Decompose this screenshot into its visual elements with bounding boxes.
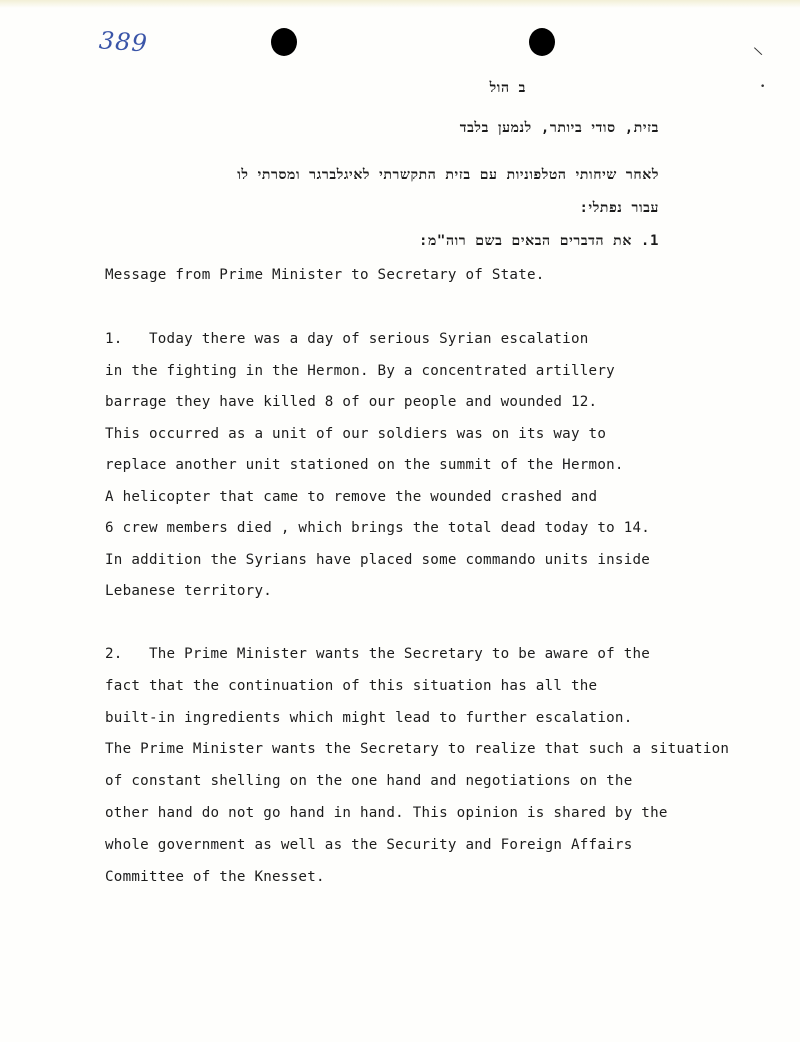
para1-line: 6 crew members died , which brings the total dead today to 14. bbox=[105, 520, 651, 536]
para2-line: The Prime Minister wants the Secretary to realize that such a situation bbox=[105, 741, 730, 757]
punch-hole-right bbox=[529, 28, 555, 56]
para1-line: barrage they have killed 8 of our people and wounded 12. bbox=[105, 394, 598, 410]
para2-line: whole government as well as the Security and Foreign Affairs bbox=[105, 837, 633, 853]
handwritten-page-number: 389 bbox=[98, 26, 149, 58]
para1-line: in the fighting in the Hermon. By a concentrated artillery bbox=[105, 362, 615, 379]
para2-line: of constant shelling on the one hand and negotiations on the bbox=[105, 773, 633, 789]
hebrew-item-1: 1. את הדברים הבאים בשם רוה"מ: bbox=[418, 233, 659, 249]
para1-line: Lebanese territory. bbox=[105, 583, 273, 599]
edge-tick-mark: \ bbox=[752, 43, 764, 59]
message-title: Message from Prime Minister to Secretary of State. bbox=[105, 267, 545, 283]
paper-edge bbox=[0, 0, 800, 8]
para2-line: built-in ingredients which might lead to further escalation. bbox=[105, 709, 633, 726]
hebrew-header: ב הול bbox=[489, 80, 526, 96]
para2-line: 2. The Prime Minister wants the Secretary to be aware of the bbox=[105, 646, 651, 662]
para2-line: other hand do not go hand in hand. This opinion is shared by the bbox=[105, 805, 668, 821]
para1-line: In addition the Syrians have placed some commando units inside bbox=[105, 551, 651, 568]
para1-line: 1. Today there was a day of serious Syrian escalation bbox=[105, 331, 589, 347]
para1-line: A helicopter that came to remove the wounded crashed and bbox=[105, 488, 598, 505]
para1-line: This occurred as a unit of our soldiers was on its way to bbox=[105, 425, 607, 442]
para2-line: fact that the continuation of this situation has all the bbox=[105, 678, 598, 694]
edge-dot-mark: • bbox=[760, 82, 766, 92]
hebrew-intro-line-1: לאחר שיחותי הטלפוניות עם בזית התקשרתי לאיגלברגר ומסרתי לו bbox=[237, 167, 659, 183]
hebrew-intro-line-2: עבור נפתלי: bbox=[579, 200, 659, 216]
hebrew-classification: בזית, סודי ביותר, לנמען בלבד bbox=[459, 120, 659, 136]
para1-line: replace another unit stationed on the summit of the Hermon. bbox=[105, 457, 624, 473]
punch-hole-left bbox=[271, 28, 297, 56]
para2-line: Committee of the Knesset. bbox=[105, 869, 325, 885]
